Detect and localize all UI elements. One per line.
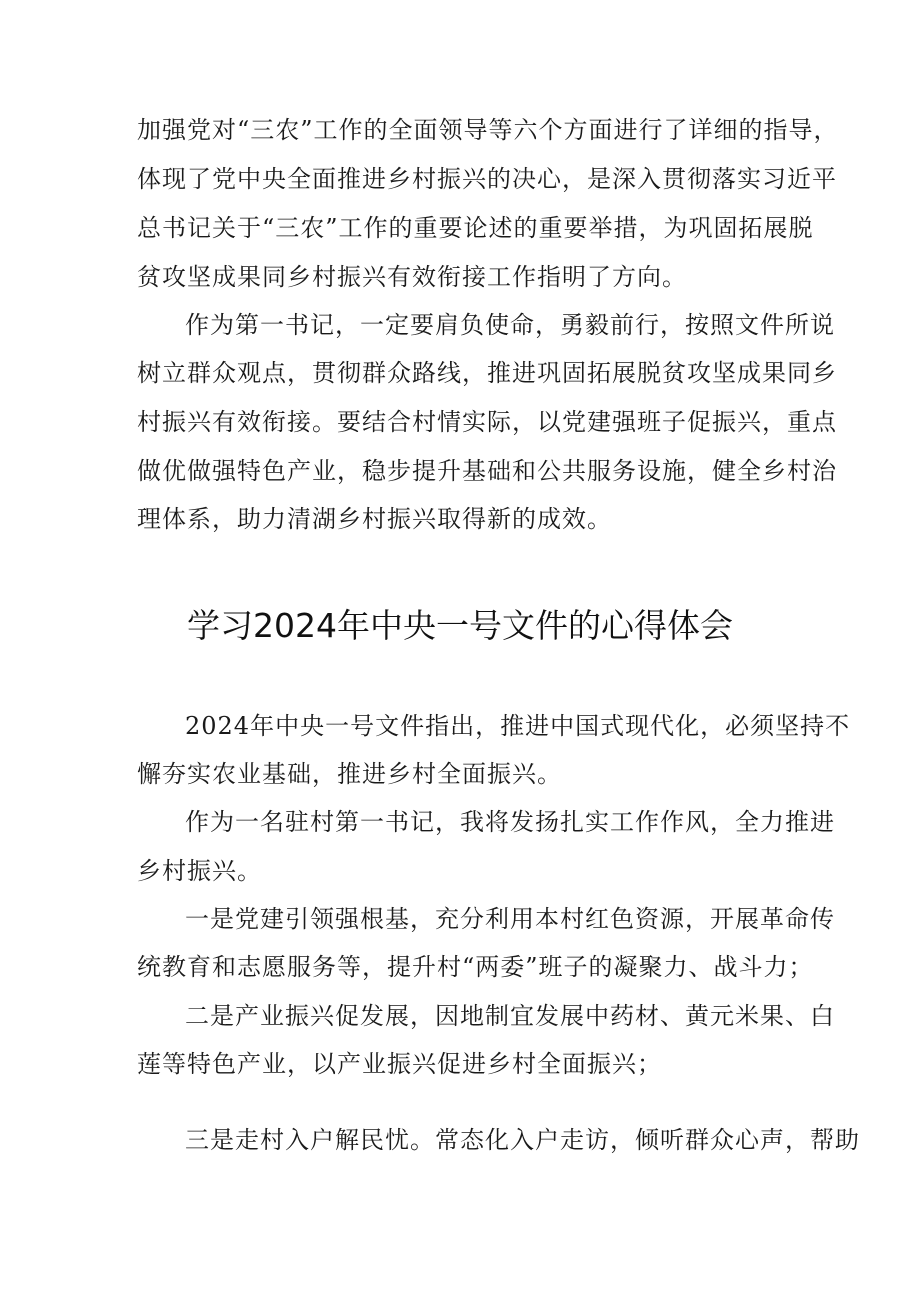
paragraph-line: 理体系，助力清湖乡村振兴取得新的成效。	[137, 505, 612, 533]
paragraph-line: 村振兴有效衔接。要结合村情实际，以党建强班子促振兴，重点	[137, 408, 837, 436]
paragraph-line: 乡村振兴。	[137, 857, 262, 885]
paragraph-line: 作为第一书记，一定要肩负使命，勇毅前行，按照文件所说	[185, 311, 835, 339]
paragraph-line: 作为一名驻村第一书记，我将发扬扎实工作作风，全力推进	[185, 808, 835, 836]
paragraph-line: 一是党建引领强根基，充分利用本村红色资源，开展革命传	[185, 905, 835, 933]
paragraph-line: 统教育和志愿服务等，提升村“两委”班子的凝聚力、战斗力；	[137, 953, 814, 981]
paragraph-line: 三是走村入户解民忧。常态化入户走访，倾听群众心声，帮助	[185, 1126, 860, 1154]
paragraph-line: 二是产业振兴促发展，因地制宜发展中药材、黄元米果、白	[185, 1002, 835, 1030]
section-title: 学习2024年中央一号文件的心得体会	[187, 606, 733, 645]
paragraph-line: 加强党对“三农”工作的全面领导等六个方面进行了详细的指导，	[137, 116, 839, 144]
paragraph-line: 懈夯实农业基础，推进乡村全面振兴。	[137, 760, 562, 788]
paragraph-line: 做优做强特色产业，稳步提升基础和公共服务设施，健全乡村治	[137, 457, 837, 485]
paragraph-line: 贫攻坚成果同乡村振兴有效衔接工作指明了方向。	[137, 263, 687, 291]
paragraph-line: 树立群众观点，贯彻群众路线，推进巩固拓展脱贫攻坚成果同乡	[137, 359, 837, 387]
paragraph-line: 2024年中央一号文件指出，推进中国式现代化，必须坚持不	[185, 712, 851, 740]
paragraph-line: 莲等特色产业，以产业振兴促进乡村全面振兴；	[137, 1050, 662, 1078]
paragraph-line: 体现了党中央全面推进乡村振兴的决心，是深入贯彻落实习近平	[137, 165, 837, 193]
paragraph-line: 总书记关于“三农”工作的重要论述的重要举措，为巩固拓展脱	[137, 214, 814, 242]
